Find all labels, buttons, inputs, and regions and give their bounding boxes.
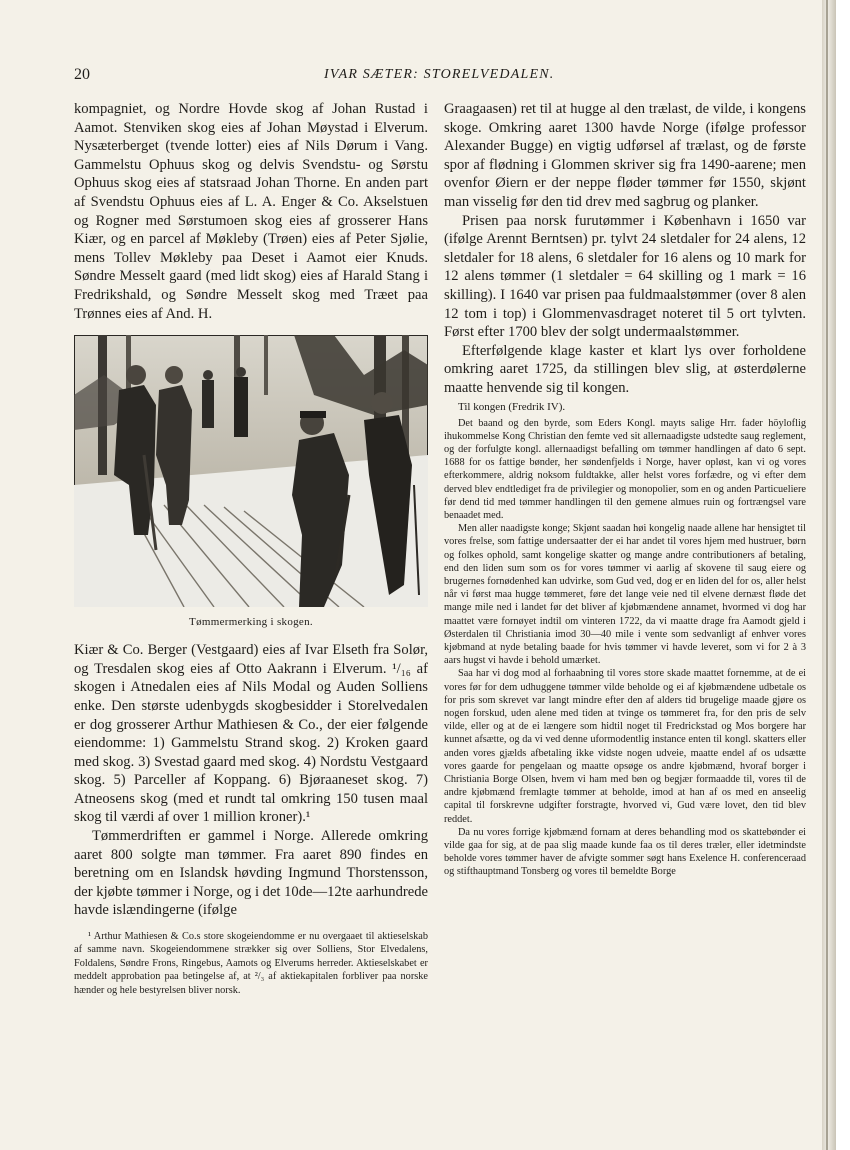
- letter-heading: Til kongen (Fredrik IV).: [458, 400, 566, 413]
- left-column: [74, 100, 428, 997]
- footnote: ¹ Arthur Mathiesen & Co.s store skogeiendomme er nu overgaaet til aktieselskab af samme navn. Skogeiendommene strækker sig over Solliens, Stor Elvedalens, Foldalens, Søndre Frons, Ringebus, Aamots og Elverums herreder. Aktieselskabet er meddelt approbation paa betingelse af, at ²/₃ af aktiekapitalen forbliver paa norske hænder og hele bestyrelsen bliver norsk.: [74, 931, 428, 996]
- left-paragraph-1: kompagniet, og Nordre Hovde skog af Johan Rustad i Aamot. Stenviken skog eies af Johan Møystad i Elverum. Nysæterberget (tvende lotter) eies af Nils Dørum i Vang. Gammelstu Ophuus skog og delvis Svendstu- og Sørstu Ophuus skog eies af statsraad Johan Thorne. En anden part af Svendstu Ophuus eies af L. A. Enger & Co. Akselstuen og Rogner med Sørstumoen skog eies af grosserer Hans Kiær, og en parcel af Møkleby (Trøen) eies af Peter Sjølie, mens Tollev Møkleby paa Deset i Aamot eier Knuds. Søndre Messelt gaard (med lidt skog) eies af Harald Stang i Fredrikshald, og Søndre Messelt skog med Træet paa Trønnes eies af And. H.: [74, 101, 428, 322]
- right-paragraph-3: Efterfølgende klage kaster et klart lys over forholdene omkring aaret 1725, da stillingen blev slig, at østerdølerne maatte henvende sig til kongen.: [444, 342, 806, 396]
- letter-paragraph-1: Det baand og den byrde, som Eders Kongl. mayts salige Hrr. fader höyloflig ihukommelse Kong Christian den femte ved sit allernaadigste udstedte saug reglement, og der forfulgte kongl. allernaadigst befalling om tømmer handlingen af dato 6 sept. 1688 for os fattige bønder, her søndenfjelds i Norge, haver opløst, kan vi og vores efterkommere, aldrig noksom fuldtakke, aller helst vores forfædre, og vi efter dem derved blev endtlediget fra de privilegier og monopolier, som en og anden Particueliere før dend tid med tømmer handlingen til den gemene almues ruin og fortrængsel vare benaadet med.: [444, 417, 806, 521]
- timber-marking-photo: [74, 335, 428, 607]
- letter-paragraph-2: Men aller naadigste konge; Skjønt saadan høi kongelig naade allene har hensigtet til vores frelse, som fattige undersaatter der ei har andet til vores hjem med hustruer, børn og folkes ophold, samt kongelige skatter og mange andre contributioners af betaling, end den liden sum som os for vores tømmer vi aarlig af skovene til saug eiere og brugernes fornødenhed kan udvirke, som Gud ved, dog er en liden del for os, aller helst når vi først maa hugge tømmeret, føre det lange veie ned til elvene dernæst fløde det mange mile ned i landet før det bliver af kjøbmændene annamet, hvormed vi dog har maattet være fornøyet indtil om vinteren 1722, da vi maatte drage fra Aamodt gjeld i Østerdalen til Christiania imod 30—40 mile i vente som sedvanligt af enhver vores kjøbmand at nyde betaling baade for hvis tømmer vi havde leveret, som vi for 2 à 3 aars hugst vi havde i behold umærket.: [444, 523, 806, 667]
- right-paragraph-1: Graagaasen) ret til at hugge al den trælast, de vilde, i kongens skoge. Omkring aaret 1300 havde Norge (ifølge professor Alexander Bugge) en vigtig udførsel af trælast, og de første spor af flødning i Glommen skriver sig fra 1490-aarene; men ovenfor Øiern er der neppe fløder tømmer før 1550, skjønt man visselig før den tid drev med sagbrug og planker.: [444, 101, 806, 210]
- running-title: IVAR SÆTER: STORELVEDALEN.: [324, 67, 555, 82]
- right-column: [444, 100, 806, 879]
- letter-paragraph-4: Da nu vores forrige kjøbmænd fornam at deres behandling mod os skattebønder ei vilde gaa for sig, at de paa slig maade kunde faa os til deres træler, eller idetmindste beholde vores tømmer haver de afvigte sommer søgt hans Exelence H. conferenceraad og stifthauptmand Tonsberg og vores til bemeldte Borge: [444, 826, 806, 878]
- right-paragraph-2: Prisen paa norsk furutømmer i København i 1650 var (ifølge Arennt Berntsen) pr. tylvt 24 sletdaler for 24 alens, 12 sletdaler for 18 alens, 6 sletdaler for 16 alens og 10 mark for 12 alens tømmer (1 sletdaler = 64 skilling og 1 mark = 16 skilling). I 1640 var prisen paa fuldmaalstømmer (over 8 alen 12 tom i top) i Glommenvasdraget noteret til 5 ort tylvten. Først efter 1700 blev der solgt undermaalstømmer.: [444, 212, 806, 341]
- page-header: [74, 66, 809, 86]
- page-number: 20: [74, 66, 90, 83]
- figure: [74, 335, 428, 628]
- figure-caption: Tømmermerking i skogen.: [189, 616, 313, 629]
- letter-paragraph-3: Saa har vi dog mod al forhaabning til vores store skade maattet fornemme, at de ei vores før for dem udhuggene tømmer vilde beholde og ei af kjøbmændene udbetale os for pris som skrevet var langt mindre efter den af alders tid brugelige maade gjøre os nogen forskud, uden alene med tiden at tvinge os tømmeret fra, for den pris de selv vilde, eller og at de ei længere som hidtil noget til Fredrickstad og Mos borgere har kunnet afsætte, og da vi ved denne uformodentlig instance enten til kongl. skatters eller anden vores gjælds afbetaling ikke vidste nogen udveie, maatte endel af os udsætte vores gaarde for pengelaan og maatte opsøge os andre kjøbmænd, hvoraf borger i Christiania Borge Olsen, hvem vi ham med bøn og begjær formaadde til, vores til de andre kjøbmænd fremlagte tømmer at beholde, imod at han af os med en anseelig capital til forskrevne udgifter forstragte, hvorved vi, Gud være lovet, den tid blev reddet.: [444, 668, 806, 825]
- page-edge: [822, 0, 836, 1150]
- left-paragraph-2: Kiær & Co. Berger (Vestgaard) eies af Ivar Elseth fra Solør, og Tresdalen skog eies af Otto Aakrann i Elverum. ¹/₁₆ af skogen i Atnedalen eies af Nils Modal og Auden Solliens enke. Den største udenbygds skogbesidder i Storelvedalen er dog grosserer Arthur Mathiesen & Co., der eier følgende eiendomme: 1) Gammelstu Strand skog. 2) Kroken gaard med skog. 3) Svestad gaard med skog. 4) Nordstu Vestgaard skog. 5) Parceller af Koppang. 6) Bjøraaneset skog. 7) Atneosens skog (med et rundt tal omkring 150 tusen maal skog til værdi af over 1 million kroner).¹: [74, 642, 428, 826]
- left-paragraph-3: Tømmerdriften er gammel i Norge. Allerede omkring aaret 800 solgte man tømmer. Fra aaret 890 findes en beretning om en Islandsk høvding Ingmund Thorstensson, der kjøbte tømmer i Norge, og i det 10de—12te aarhundrede havde islændingerne (ifølge: [74, 828, 428, 919]
